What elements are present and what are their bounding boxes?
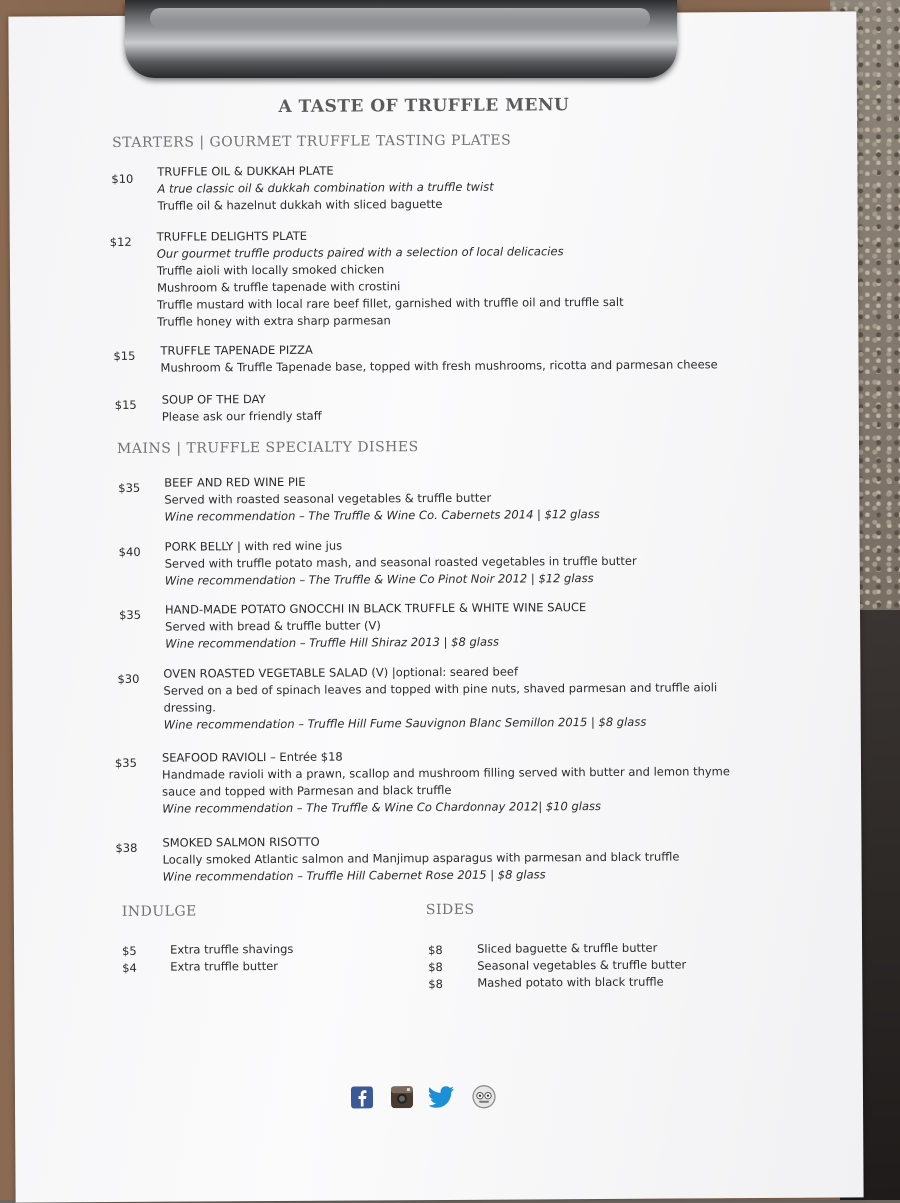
item-description: Served with truffle potato mash, and seasonal roasted vegetables in truffle butter: [164, 553, 637, 571]
item-description: Truffle aioli with locally smoked chicken: [156, 262, 385, 278]
item-name: SMOKED SALMON RISOTTO: [162, 834, 320, 850]
main-price: $35: [118, 480, 141, 495]
indulge-price: $5: [122, 943, 137, 958]
indulge-price: $4: [122, 960, 137, 975]
starter-item: [157, 162, 494, 215]
item-description: Please ask our friendly staff: [161, 408, 322, 424]
item-name: TRUFFLE DELIGHTS PLATE: [156, 228, 308, 244]
item-description: Handmade ravioli with a prawn, scallop and mushroom filling served with butter and lemon thyme: [161, 764, 730, 782]
wine-recommendation: Wine recommendation – The Truffle & Wine Co. Cabernets 2014 | $12 glass: [164, 506, 600, 524]
main-price: $35: [114, 755, 137, 770]
facebook-icon: [349, 1084, 375, 1110]
starter-price: $15: [114, 397, 137, 412]
indulge-heading: INDULGE: [121, 903, 197, 920]
item-description: Mushroom & Truffle Tapenade base, topped with fresh mushrooms, ricotta and parmesan cheese: [160, 357, 718, 375]
item-description: sauce and topped with Parmesan and black truffle: [162, 782, 452, 799]
clip-highlight: [150, 8, 650, 28]
item-description: Truffle honey with extra sharp parmesan: [157, 313, 391, 329]
main-price: $35: [118, 607, 142, 622]
instagram-icon: [389, 1084, 415, 1110]
main-price: $30: [117, 671, 140, 686]
item-description: Served on a bed of spinach leaves and topped with pine nuts, shaved parmesan and truffle aioli: [163, 680, 718, 698]
side-item: Sliced baguette & truffle butter: [477, 940, 658, 956]
item-description: Served with bread & truffle butter (V): [165, 618, 381, 634]
item-name: TRUFFLE OIL & DUKKAH PLATE: [157, 163, 334, 179]
starters-heading: STARTERS | GOURMET TRUFFLE TASTING PLATES: [112, 132, 512, 151]
tripadvisor-icon: [471, 1084, 497, 1110]
side-item: Seasonal vegetables & truffle butter: [477, 957, 687, 973]
item-name: OVEN ROASTED VEGETABLE SALAD (V) |optional: seared beef: [163, 664, 519, 681]
main-item: [165, 599, 587, 653]
wine-recommendation: Wine recommendation – Truffle Hill Fume Sauvignon Blanc Semillon 2015 | $8 glass: [163, 714, 647, 732]
item-description: Truffle oil & hazelnut dukkah with sliced baguette: [157, 196, 443, 213]
starter-item: [162, 391, 322, 426]
main-item: [162, 832, 679, 886]
side-price: $8: [428, 942, 443, 958]
main-item: [163, 662, 717, 733]
starter-price: $12: [109, 234, 132, 249]
wine-recommendation: Wine recommendation – Truffle Hill Cabernet Rose 2015 | $8 glass: [162, 867, 546, 884]
item-name: TRUFFLE TAPENADE PIZZA: [160, 342, 313, 358]
item-name: PORK BELLY | with red wine jus: [164, 538, 343, 554]
item-description: Truffle mustard with local rare beef fillet, garnished with truffle oil and truffle salt: [157, 294, 624, 312]
menu-sheet: [8, 11, 863, 1202]
menu-title: A TASTE OF TRUFFLE MENU: [278, 95, 570, 117]
starter-item: [160, 339, 717, 376]
indulge-item: Extra truffle butter: [170, 958, 279, 974]
main-item: [164, 472, 600, 526]
twitter-icon: [429, 1084, 455, 1110]
item-description: Locally smoked Atlantic salmon and Manjimup asparagus with parmesan and black truffle: [162, 849, 680, 867]
mains-heading: MAINS | TRUFFLE SPECIALTY DISHES: [116, 439, 419, 457]
main-item: [162, 746, 730, 817]
main-price: $38: [115, 840, 138, 855]
item-tagline: A true classic oil & dukkah combination with a truffle twist: [157, 179, 494, 196]
item-name: HAND-MADE POTATO GNOCCHI IN BLACK TRUFFLE & WHITE WINE SAUCE: [164, 600, 587, 617]
item-name: SOUP OF THE DAY: [161, 392, 266, 407]
sides-heading: SIDES: [425, 901, 475, 919]
side-item: Mashed potato with black truffle: [477, 974, 664, 990]
main-item: [165, 536, 637, 590]
side-price: $8: [428, 976, 443, 992]
side-price: $8: [428, 959, 443, 975]
indulge-item: Extra truffle shavings: [170, 941, 294, 957]
item-description: Mushroom & truffle tapenade with crostini: [157, 279, 401, 295]
starter-price: $15: [113, 348, 136, 363]
item-name: SEAFOOD RAVIOLI – Entrée $18: [161, 749, 343, 765]
item-description: Served with roasted seasonal vegetables & truffle butter: [164, 490, 492, 507]
item-tagline: Our gourmet truffle products paired with a selection of local delicacies: [156, 244, 564, 261]
wine-recommendation: Wine recommendation – The Truffle & Wine Co Pinot Noir 2012 | $12 glass: [164, 571, 594, 588]
wine-recommendation: Wine recommendation – The Truffle & Wine Co Chardonnay 2012| $10 glass: [162, 798, 602, 816]
item-name: BEEF AND RED WINE PIE: [164, 474, 306, 490]
main-price: $40: [118, 544, 141, 559]
starter-item: [157, 226, 624, 331]
item-description: dressing.: [163, 700, 216, 715]
wine-recommendation: Wine recommendation – Truffle Hill Shiraz 2013 | $8 glass: [165, 634, 499, 651]
starter-price: $10: [111, 171, 134, 186]
